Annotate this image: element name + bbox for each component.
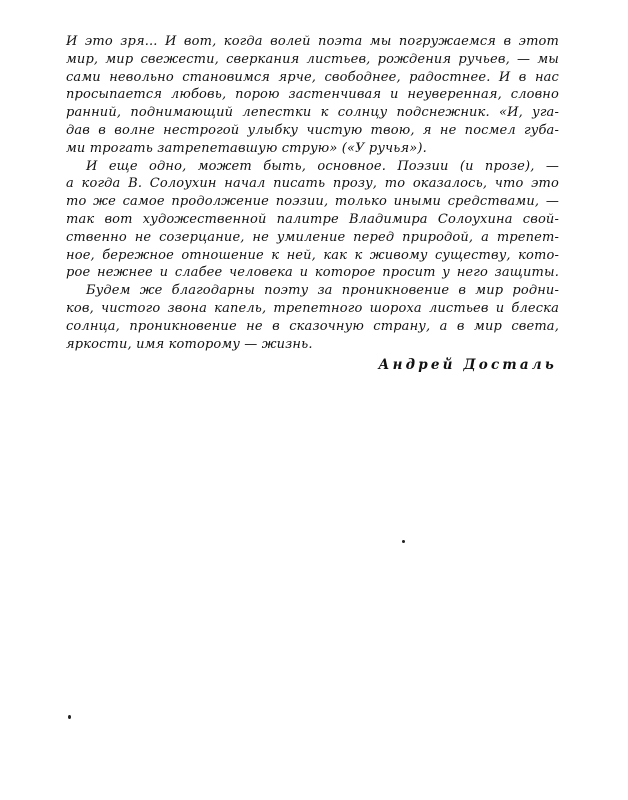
text-line: ственно не созерцание, не умиление перед природой, а трепет- xyxy=(66,229,559,245)
text-line: И еще одно, может быть, основное. Поэзии (и прозе), — xyxy=(86,158,559,174)
text-line: а когда В. Солоухин начал писать прозу, то оказалось, что это xyxy=(66,176,559,192)
text-line: Будем же благодарны поэту за проникновение в мир родни- xyxy=(86,283,559,299)
text-line: ми трогать затрепетавшую струю» («У ручья»). xyxy=(66,140,427,156)
text-line: ранний, поднимающий лепестки к солнцу подснежник. «И, уга- xyxy=(66,105,559,121)
text-line: ное, бережное отношение к ней, как к живому существу, кото- xyxy=(66,247,559,263)
text-line: просыпается любовь, порою застенчивая и неуверенная, словно xyxy=(66,87,559,103)
text-line: так вот художественной палитре Владимира Солоухина свой- xyxy=(66,211,559,227)
document-page xyxy=(66,33,559,375)
text-line: И это зря... И вот, когда волей поэта мы погружаемся в этот xyxy=(66,34,559,49)
text-line: рое нежнее и слабее человека и которое просит у него защиты. xyxy=(66,265,559,281)
text-line: то же самое продолжение поэзии, только иными средствами, — xyxy=(66,194,559,210)
text-line: солнца, проникновение не в сказочную страну, а в мир света, xyxy=(66,318,559,334)
text-line: ков, чистого звона капель, трепетного шороха листьев и блеска xyxy=(66,300,559,316)
text-line: яркости, имя которому — жизнь. xyxy=(66,336,313,352)
text-line: мир, мир свежести, сверкания листьев, рождения ручьев, — мы xyxy=(66,51,559,67)
author-signature: Андрей Досталь xyxy=(378,357,557,374)
print-speck xyxy=(68,715,71,719)
print-speck xyxy=(402,540,405,543)
text-line: дав в волне нестрогой улыбку чистую твою, я не посмел губа- xyxy=(66,122,559,138)
text-line: сами невольно становимся ярче, свободнее, радостнее. И в нас xyxy=(66,69,559,85)
